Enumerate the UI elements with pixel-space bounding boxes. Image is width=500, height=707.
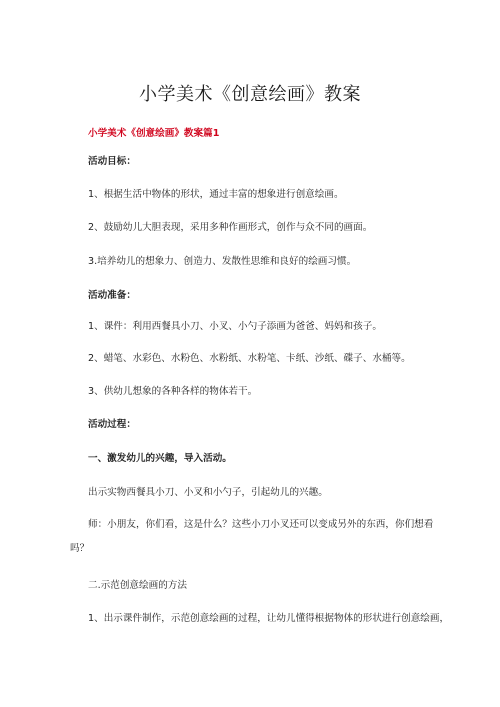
step-2-text: 1、出示课件制作，示范创意绘画的过程，让幼儿懂得根据物体的形状进行创意绘画， xyxy=(88,613,450,624)
process-heading: 活动过程： xyxy=(88,419,136,430)
goal-item-3: 3.培养幼儿的想象力、创造力、发散性思维和良好的绘画习惯。 xyxy=(88,256,357,267)
prep-item-1: 1、课件：利用西餐具小刀、小叉、小勺子添画为爸爸、妈妈和孩子。 xyxy=(88,321,382,332)
goal-item-1: 1、根据生活中物体的形状，通过丰富的想象进行创意绘画。 xyxy=(88,189,344,200)
step-1-dialog-line-1: 师：小朋友，你们看，这是什么？这些小刀小叉还可以变成另外的东西，你们想看 xyxy=(88,519,434,530)
step-1-text: 出示实物西餐具小刀、小叉和小勺子，引起幼儿的兴趣。 xyxy=(88,487,328,498)
prep-item-3: 3、供幼儿想象的各种各样的物体若干。 xyxy=(88,386,258,397)
document-subtitle: 小学美术《创意绘画》教案篇1 xyxy=(88,128,220,139)
prep-item-2: 2、蜡笔、水彩色、水粉色、水粉纸、水粉笔、卡纸、沙纸、碟子、水桶等。 xyxy=(88,353,411,364)
goals-heading: 活动目标： xyxy=(88,156,136,167)
step-2-heading: 二.示范创意绘画的方法 xyxy=(88,580,187,591)
goal-item-2: 2、鼓励幼儿大胆表现，采用多种作画形式，创作与众不同的画面。 xyxy=(88,222,373,233)
step-1-dialog-line-2: 吗？ xyxy=(70,543,90,554)
step-1-heading: 一、激发幼儿的兴趣，导入活动。 xyxy=(88,453,232,464)
page-title: 小学美术《创意绘画》教案 xyxy=(139,84,361,105)
prep-heading: 活动准备： xyxy=(88,290,136,301)
